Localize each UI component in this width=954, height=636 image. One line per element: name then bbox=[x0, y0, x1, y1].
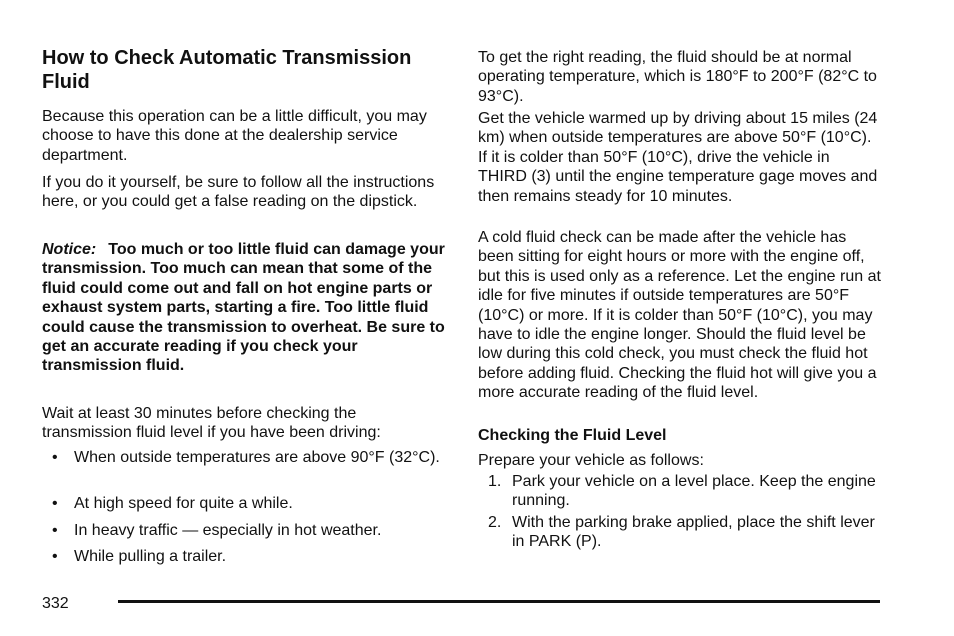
list-item bbox=[488, 472, 882, 511]
notice-label: Notice: bbox=[42, 241, 97, 258]
cold-check-paragraph: A cold fluid check can be made after the vehicle has been sitting for eight hours or more with the engine off, but this is used only as a reference. Let the engine run at idle for five minutes if outside temperatures are 50°F (10°C) or more. If it is colder than 50°F (10°C), you may have to idle the engine longer. Should the fluid level be low during this cold check, you must check the fluid hot before adding fluid. Checking the fluid hot will give you a more accurate reading of the fluid level. bbox=[478, 229, 881, 402]
warmup-paragraph: Get the vehicle warmed up by driving about 15 miles (24 km) when outside temperatures are above 50°F (10°C). If it is colder than 50°F (10°C), drive the vehicle in THIRD (3) until the engine temperature gage moves and then remains steady for 10 minutes. bbox=[478, 110, 878, 205]
diy-paragraph: If you do it yourself, be sure to follow all the instructions here, or you could get a false reading on the dipstick. bbox=[42, 174, 435, 211]
list-item bbox=[52, 494, 444, 513]
bullet-mark: • bbox=[52, 522, 58, 539]
step-number: 2. bbox=[488, 514, 502, 531]
footer-rule bbox=[118, 600, 880, 603]
list-item bbox=[52, 521, 444, 540]
intro-paragraph: Because this operation can be a little difficult, you may choose to have this done at the dealership service department. bbox=[42, 108, 427, 164]
list-item-text: While pulling a trailer. bbox=[74, 548, 227, 565]
list-item-text: With the parking brake applied, place the shift lever in PARK (P). bbox=[512, 514, 875, 551]
list-item bbox=[52, 448, 444, 467]
list-item bbox=[52, 547, 444, 566]
bullet-mark: • bbox=[52, 495, 58, 512]
bullet-mark: • bbox=[52, 548, 58, 565]
step-number: 1. bbox=[488, 473, 502, 490]
notice-paragraph bbox=[42, 240, 447, 376]
list-item-text: At high speed for quite a while. bbox=[74, 495, 293, 512]
list-item bbox=[488, 513, 882, 552]
bullet-mark: • bbox=[52, 449, 58, 466]
subheading: Checking the Fluid Level bbox=[478, 427, 667, 444]
list-item-text: Park your vehicle on a level place. Keep the engine running. bbox=[512, 473, 876, 510]
wait-paragraph: Wait at least 30 minutes before checking the transmission fluid level if you have been driving: bbox=[42, 405, 381, 442]
section-heading: How to Check Automatic Transmission Fluid bbox=[42, 47, 412, 93]
prepare-paragraph: Prepare your vehicle as follows: bbox=[478, 452, 704, 469]
list-item-text: In heavy traffic — especially in hot weather. bbox=[74, 522, 382, 539]
page-number: 332 bbox=[42, 595, 69, 612]
list-item-text: When outside temperatures are above 90°F (32°C). bbox=[74, 449, 440, 466]
temperature-paragraph: To get the right reading, the fluid should be at normal operating temperature, which is 180°F to 200°F (82°C to 93°C). bbox=[478, 49, 877, 105]
notice-text: Too much or too little fluid can damage your transmission. Too much can mean that some of the fluid could come out and fall on hot engine parts or exhaust system parts, starting a fire. Too little fluid could cause the transmission to overheat. Be sure to get an accurate reading if you check your transmission fluid. bbox=[42, 241, 445, 375]
